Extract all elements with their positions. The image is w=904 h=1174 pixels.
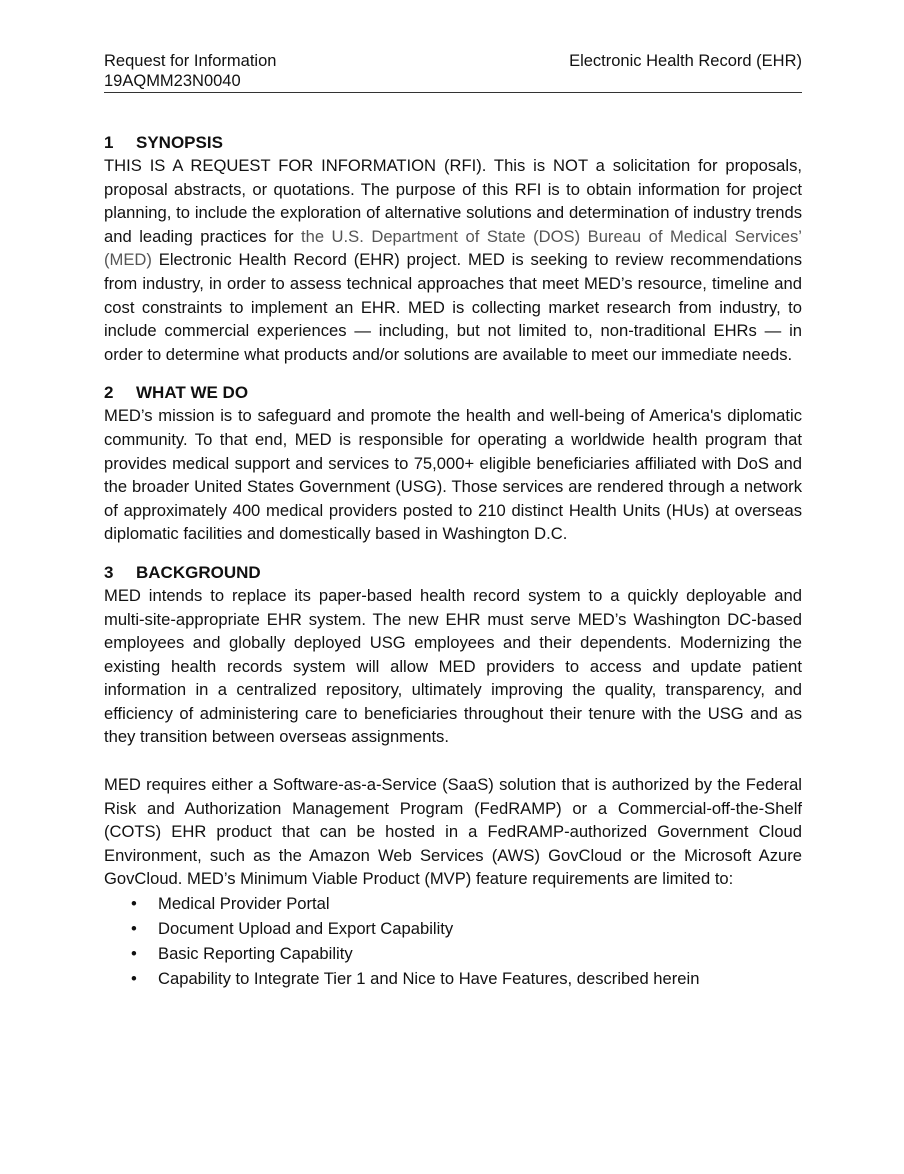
- bullet-icon: •: [131, 894, 137, 914]
- section-heading: [104, 132, 802, 154]
- section-number: 2: [104, 383, 114, 403]
- list-item: [104, 916, 802, 941]
- header-rfi-number: 19AQMM23N0040: [104, 72, 241, 90]
- list-item-text: Medical Provider Portal: [158, 894, 330, 914]
- bullet-icon: •: [131, 969, 137, 989]
- section-synopsis: [104, 132, 802, 366]
- synopsis-highlighted-text: the U.S. Department of State (DOS) Bureau of Medical Services’ (MED): [104, 226, 802, 270]
- mvp-feature-list: [104, 891, 802, 991]
- list-item-text: Basic Reporting Capability: [158, 944, 353, 964]
- header-document-title: Electronic Health Record (EHR): [569, 52, 802, 70]
- section-title: SYNOPSIS: [136, 133, 223, 152]
- document-page: [104, 50, 802, 991]
- list-item: [104, 941, 802, 966]
- section-number: 1: [104, 133, 114, 152]
- bullet-icon: •: [131, 944, 137, 964]
- section-heading: [104, 562, 802, 584]
- section-title: BACKGROUND: [136, 562, 261, 582]
- section-number: 3: [104, 562, 114, 582]
- section-title: WHAT WE DO: [136, 383, 249, 403]
- section-background: [104, 562, 802, 991]
- list-item: [104, 966, 802, 991]
- header-left: [104, 51, 276, 91]
- synopsis-text-end: Electronic Health Record (EHR) project. MED is seeking to review recommendations from industry, in order to assess technical approaches that meet MED’s resource, timeline and cost constraints to implement an EHR. MED is collecting market research from industry, to include commercial experiences — including, but not limited to, non-traditional EHRs — in order to determine what products and/or solutions are available to meet our immediate needs.: [104, 250, 802, 364]
- synopsis-paragraph: [104, 154, 802, 366]
- section-heading: [104, 382, 802, 404]
- background-paragraph-2: MED requires either a Software-as-a-Service (SaaS) solution that is authorized by the Federal Risk and Authorization Management Program (FedRAMP) or a Commercial-off-the-Shelf (COTS) EHR product that can be hosted in a FedRAMP-authorized Government Cloud Environment, such as the Amazon Web Services (AWS) GovCloud or the Microsoft Azure GovCloud. MED’s Minimum Viable Product (MVP) feature requirements are limited to:: [104, 775, 802, 889]
- section-what-we-do: [104, 382, 802, 546]
- background-paragraph-1: MED intends to replace its paper-based health record system to a quickly deployable and multi-site-appropriate EHR system. The new EHR must serve MED’s Washington DC-based employees and globally deployed USG employees and their dependents. Modernizing the existing health records system will allow MED providers to access and update patient information in a centralized repository, ultimately improving the quality, transparency, and efficiency of administering care to beneficiaries throughout their tenure with the USG and as they transition between overseas assignments.: [104, 585, 802, 747]
- page-header: [104, 50, 802, 93]
- what-we-do-paragraph: MED’s mission is to safeguard and promote the health and well-being of America's diplomatic community. To that end, MED is responsible for operating a worldwide health program that provides medical support and services to 75,000+ eligible beneficiaries affiliated with DoS and the broader United States Government (USG). Those services are rendered through a network of approximately 400 medical providers posted to 210 distinct Health Units (HUs) at overseas diplomatic facilities and domestically based in Washington D.C.: [104, 406, 802, 544]
- list-item-text: Capability to Integrate Tier 1 and Nice to Have Features, described herein: [158, 969, 700, 989]
- synopsis-text-start: THIS IS A REQUEST FOR INFORMATION (RFI). This is NOT a solicitation for proposals, proposal abstracts, or quotations. The purpose of this RFI is to obtain information for project planning, to include the exploration of alternative solutions and determination of industry trends and leading practices for: [104, 156, 802, 246]
- bullet-icon: •: [131, 919, 137, 939]
- header-rfi-label: Request for Information: [104, 52, 277, 70]
- list-item-text: Document Upload and Export Capability: [158, 919, 454, 939]
- list-item: [104, 891, 802, 916]
